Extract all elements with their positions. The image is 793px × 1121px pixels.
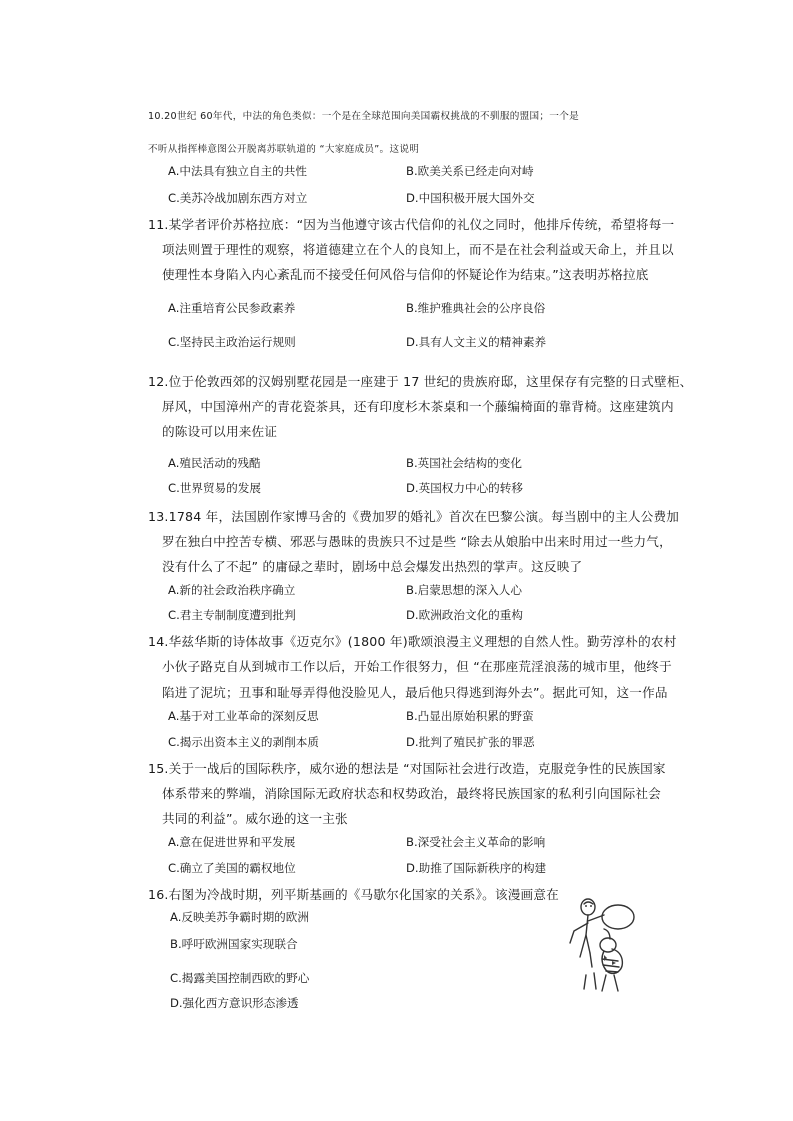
q13-stem-line3: 没有什么了不起” 的庸碌之辈时，剧场中总会爆发出热烈的掌声。这反映了 [162,559,583,574]
q16-option-c: C.揭露美国控制西欧的野心 [170,971,310,985]
q15-option-d: D.助推了国际新秩序的构建 [406,861,547,875]
q11-option-b: B.维护雅典社会的公序良俗 [406,301,546,315]
q13-stem-line2: 罗在独白中控苦专横、邪恶与愚昧的贵族只不过是些 “除去从娘胎中出来时用过一些力气， [162,534,672,549]
q12-option-c: C.世界贸易的发展 [168,481,261,495]
q16-option-b: B.呼吁欧洲国家实现联合 [170,937,298,951]
marshallization-cartoon-image [560,895,650,1005]
q12-option-d: D.英国权力中心的转移 [406,481,523,495]
q11-option-c: C.坚持民主政治运行规则 [168,335,296,349]
q10-stem-line1: 10.20世纪 60年代，中法的角色类似：一个是在全球范围向美国霸权挑战的不驯服的盟国；一个是 [148,111,579,122]
q11-stem-line1: 11.某学者评价苏格拉底：“因为当他遵守该古代信仰的礼仪之同时，他排斥传统，希望将每一 [148,217,675,232]
q11-option-a: A.注重培育公民参政素养 [168,301,296,315]
q14-option-b: B.凸显出原始积累的野蛮 [406,709,534,723]
q15-option-b: B.深受社会主义革命的影响 [406,835,546,849]
q10-stem-line2: 不听从指挥棒意图公开脱离苏联轨道的 “大家庭成员”。这说明 [148,144,420,155]
q15-stem-line2: 体系带来的弊端，消除国际无政府状态和权势政治，最终将民族国家的私利引向国际社会 [162,786,661,801]
q13-stem-line1: 13.1784 年，法国剧作家博马舍的《费加罗的婚礼》首次在巴黎公演。每当剧中的主人公费加 [148,509,680,524]
q12-stem-line2: 屏风，中国漳州产的青花瓷茶具，还有印度杉木茶桌和一个藤编椅面的靠背椅。这座建筑内 [162,399,674,414]
q11-option-d: D.具有人文主义的精神素养 [406,335,547,349]
q13-option-a: A.新的社会政治秩序确立 [168,583,296,597]
q12-stem-line1: 12.位于伦敦西郊的汉姆别墅花园是一座建于 17 世纪的贵族府邸，这里保存有完整的日式壁柜、 [148,374,693,389]
q11-stem-line3: 使理性本身陷入内心紊乱而不接受任何风俗与信仰的怀疑论作为结束。”这表明苏格拉底 [162,267,649,282]
q14-stem-line2: 小伙子路克自从到城市工作以后，开始工作很努力，但 “在那座荒淫浪荡的城市里，他终于 [162,659,672,674]
q13-option-b: B.启蒙思想的深入人心 [406,583,522,597]
q10-option-c: C.美苏冷战加剧东西方对立 [168,191,308,205]
q15-stem-line3: 共同的利益”。威尔逊的这一主张 [162,811,348,826]
q14-stem-line1: 14.华兹华斯的诗体故事《迈克尔》(1800 年)歌颂浪漫主义理想的自然人性。勤劳淳朴的农村 [148,634,677,649]
q10-option-a: A.中法具有独立自主的共性 [168,164,307,178]
q15-option-a: A.意在促进世界和平发展 [168,835,296,849]
q12-option-b: B.英国社会结构的变化 [406,456,522,470]
q11-stem-line2: 项法则置于理性的观察，将道德建立在个人的良知上，而不是在社会利益或天命上，并且以 [162,242,674,257]
q14-stem-line3: 陷进了泥坑；丑事和耻辱弄得他没脸见人，最后他只得逃到海外去”。据此可知，这一作品 [162,685,668,700]
q16-stem-line1: 16.右图为冷战时期，列平斯基画的《马歇尔化国家的关系》。该漫画意在 [148,887,559,902]
q10-option-d: D.中国积极开展大国外交 [406,191,535,205]
q14-option-a: A.基于对工业革命的深刻反思 [168,709,319,723]
q16-option-d: D.强化西方意识形态渗透 [170,996,299,1010]
q12-stem-line3: 的陈设可以用来佐证 [162,424,278,439]
q10-option-b: B.欧美关系已经走向对峙 [406,164,534,178]
q12-option-a: A.殖民活动的残酷 [168,456,261,470]
q14-option-c: C.揭示出资本主义的剥削本质 [168,735,319,749]
q15-option-c: C.确立了美国的霸权地位 [168,861,296,875]
q14-option-d: D.批判了殖民扩张的罪恶 [406,735,535,749]
q16-option-a: A.反映美苏争霸时期的欧洲 [170,910,309,924]
q15-stem-line1: 15.关于一战后的国际秩序，威尔逊的想法是 “对国际社会进行改造，克服竞争性的民族国家 [148,761,666,776]
q13-option-d: D.欧洲政治文化的重构 [406,608,523,622]
q13-option-c: C.君主专制制度遭到批判 [168,608,296,622]
